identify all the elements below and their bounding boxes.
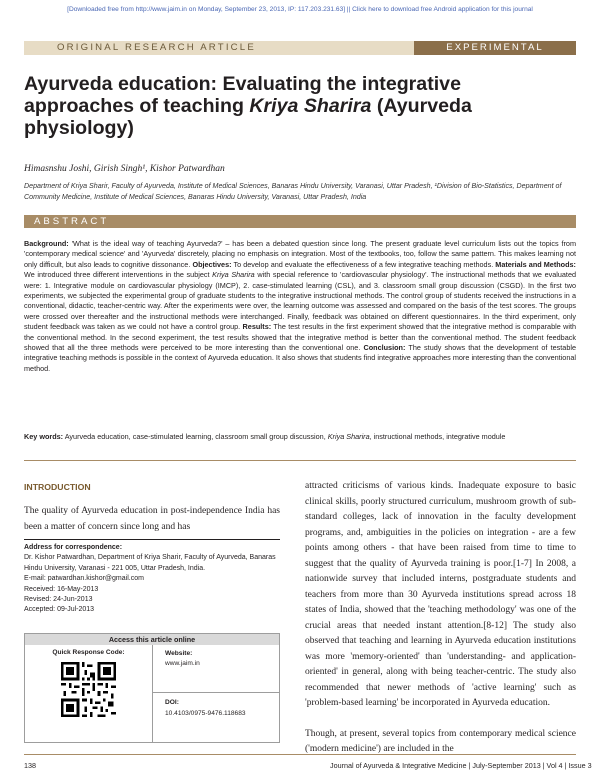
correspondence-email[interactable]: E-mail: patwardhan.kishor@gmail.com: [24, 575, 144, 583]
introduction-right-column: [305, 479, 576, 758]
abstract-body: [24, 239, 576, 374]
objectives-label: Objectives:: [192, 259, 232, 269]
access-divider-vertical: [152, 645, 153, 742]
download-notice-link[interactable]: [Downloaded free from http://www.jaim.in on Monday, September 23, 2013, IP: 117.203.231.63] || Click here to download free Android application for this journal: [67, 6, 533, 13]
title-part2: (Ayurveda physiology): [24, 95, 472, 139]
methods-italic: Kriya Sharira: [212, 270, 255, 280]
correspondence-divider: [24, 539, 280, 540]
keywords-label: Key words:: [24, 432, 64, 441]
article-title: [24, 73, 576, 139]
category-label: EXPERIMENTAL: [414, 41, 576, 55]
introduction-heading: INTRODUCTION: [24, 482, 91, 492]
methods-text-2: with special reference to 'cardiovascular physiology'. The instructional methods that we evaluated were: 1. Integrative module on cardiovascular physiology (IMCP), 2. case-stimulated learning (CSL), and 3. classroom small group discussion (CSGD). In the first two experiments, we subjected the experimental group of graduate students to the integrative instructional methods. The control group of students received the instructions in a conventional, didactic, teacher-centric way. After the experiments were over, the learning outcome was assessed and compared on the basis of the test scores. The groups were crossed over thereafter and the instructional methods were interchanged. Finally, feedback was obtained on different questionnaires. In the third experiment, only student feedback was taken as we could not have a control group.: [24, 270, 577, 332]
results-text: The test results in the first experiment showed that the integrative method is comparable with the conventional method. In the second experiment, the test results showed that the integrative method is better than the conventional method. The student feedback showed that all the three methods were perceived to be more interesting than the conventional one.: [24, 322, 576, 353]
keywords-text-2: instructional methods, integrative module: [371, 432, 506, 441]
keywords: [24, 432, 576, 442]
page-number: 138: [24, 761, 36, 770]
title-italic: Kriya Sharira: [249, 95, 372, 117]
access-box: [24, 633, 280, 743]
keywords-italic: Kriya Sharira,: [327, 432, 372, 441]
results-label: Results:: [242, 322, 272, 332]
introduction-left-text: The quality of Ayurveda education in post-independence India has been a matter of concern since long and has: [24, 506, 280, 532]
correspondence-heading: Address for correspondence:: [24, 544, 123, 551]
background-label: Background:: [24, 239, 69, 248]
keywords-divider: [24, 460, 576, 461]
website-link[interactable]: www.jaim.in: [165, 660, 200, 667]
methods-text-1: We introduced three different interventions in the subject: [24, 270, 213, 280]
background-text: 'What is the ideal way of teaching Ayurveda?' – has been a debated question since long. The present graduate level curriculum lists out the topics from 'contemporary medical science' and 'Ayurveda' discretely, placing no emphasis on integration. Most of the textbooks, too, follow the same pattern. This makes learning not only difficult, but also leads to cognitive dissonance.: [24, 239, 576, 269]
journal-info: Journal of Ayurveda & Integrative Medicine | July-September 2013 | Vol 4 | Issue 3: [330, 761, 592, 770]
affiliations: Department of Kriya Sharir, Faculty of Ayurveda, Institute of Medical Sciences, Banaras Hindu University, Varanasi, Uttar Pradesh, ¹Division of Bio-Statistics, Department of Community Medicine, Institute of Medical Sciences, Banaras Hindu University, Varanasi, Uttar Pradesh, India: [24, 182, 562, 201]
footer-divider: [24, 754, 576, 755]
download-notice[interactable]: [0, 6, 600, 13]
correspondence-address: Dr. Kishor Patwardhan, Department of Kriya Sharir, Faculty of Ayurveda, Banaras Hindu University, Varanasi - 221 005, Uttar Pradesh, India.: [24, 554, 276, 572]
website-label: Website:: [165, 650, 193, 657]
introduction-paragraph-1: attracted criticisms of various kinds. Inadequate exposure to basic clinical skills, poorly structured curriculum, mushroom growth of sub-standard colleges, lack of innovation in the faculty development programs, and, ambiguities in the policies on integration - are a few points among others - that have been raised from time to time to suggest that the quality of Ayurveda training is poor.[1-7] In 2008, a nationwide survey that included interns, postgraduate students and teachers from more than 30 Ayurveda institutions spread across 18 states of India, showed that the 'teaching methodology' was one of the crucial areas that needed instant attention.[8-12] The study also observed that teaching and learning in Ayurveda education institutions was more 'memory-oriented' than 'understanding- and application-oriented' in general, along with being teacher-centric. The study also recommended that newer methods of 'active learning' such as 'problem-based learning' be incorporated in Ayurveda education.: [305, 481, 576, 708]
accepted-date: Accepted: 09-Jul-2013: [24, 606, 95, 614]
qr-label: Quick Response Code:: [52, 649, 125, 656]
author-list: Himasnshu Joshi, Girish Singh¹, Kishor Patwardhan: [24, 164, 225, 174]
conclusion-text: The study shows that the development of testable integrative teaching methods is possible in the context of Ayurveda education. It also shows that students find integrative approaches more interesting than the conventional method.: [24, 343, 576, 373]
doi-link[interactable]: 10.4103/0975-9476.118683: [165, 710, 246, 717]
qr-code-icon[interactable]: [61, 662, 116, 717]
introduction-paragraph-2: Though, at present, several topics from contemporary medical science ('modern medicine') are included in the: [305, 728, 576, 754]
doi-label: DOI:: [165, 699, 179, 706]
correspondence-block: [24, 543, 280, 616]
methods-label: Materials and Methods:: [495, 259, 576, 269]
objectives-text: To develop and evaluate the effectiveness of a few integrative teaching methods.: [231, 259, 496, 269]
abstract-heading: ABSTRACT: [24, 215, 576, 228]
received-date: Received: 16-May-2013: [24, 585, 99, 593]
section-label: ORIGINAL RESEARCH ARTICLE: [24, 41, 414, 55]
access-divider-horizontal: [152, 692, 279, 693]
title-part1: Ayurveda education: Evaluating the integrative approaches of teaching: [24, 73, 461, 117]
conclusion-label: Conclusion:: [363, 343, 406, 353]
keywords-text-1: Ayurveda education, case-stimulated learning, classroom small group discussion,: [63, 432, 328, 441]
revised-date: Revised: 24-Jun-2013: [24, 596, 93, 604]
access-heading: Access this article online: [25, 634, 279, 645]
